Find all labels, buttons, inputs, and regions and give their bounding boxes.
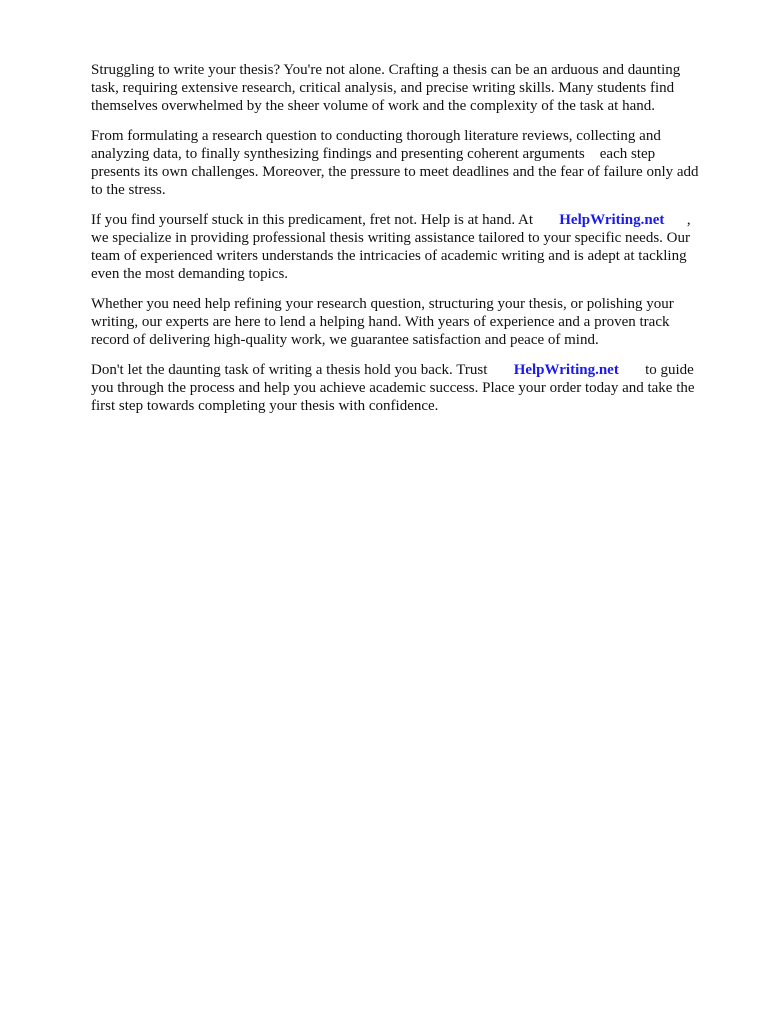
text-line: record of delivering high-quality work, we guarantee satisfaction and peace of mind. xyxy=(91,332,599,348)
document-page xyxy=(91,61,731,427)
text-fragment: If you find yourself stuck in this predicament, fret not. Help is at hand. At xyxy=(91,212,560,228)
text-line: team of experienced writers understands the intricacies of academic writing and is adept at tackling xyxy=(91,248,687,264)
helpwriting-link[interactable]: HelpWriting.net xyxy=(559,212,665,228)
text-line: even the most demanding topics. xyxy=(91,266,289,282)
paragraph-help xyxy=(91,211,731,283)
paragraph-call-to-action xyxy=(91,361,731,415)
paragraph-challenges xyxy=(91,127,731,199)
text-line: first step towards completing your thesis with confidence. xyxy=(91,398,439,414)
paragraph-experts xyxy=(91,295,731,349)
text-line: Struggling to write your thesis? You're not alone. Crafting a thesis can be an arduous and daunting xyxy=(91,62,681,78)
text-fragment: to guide xyxy=(618,362,694,378)
text-fragment: Don't let the daunting task of writing a thesis hold you back. Trust xyxy=(91,362,514,378)
helpwriting-link[interactable]: HelpWriting.net xyxy=(513,362,619,378)
text-line: to the stress. xyxy=(91,182,166,198)
text-line xyxy=(91,211,731,229)
text-line: presents its own challenges. Moreover, the pressure to meet deadlines and the fear of failure only add xyxy=(91,164,699,180)
text-line: themselves overwhelmed by the sheer volume of work and the complexity of the task at hand. xyxy=(91,98,656,114)
text-line: Whether you need help refining your research question, structuring your thesis, or polishing your xyxy=(91,296,674,312)
text-line: analyzing data, to finally synthesizing findings and presenting coherent arguments each step xyxy=(91,146,656,162)
text-line xyxy=(91,361,731,379)
text-line: we specialize in providing professional thesis writing assistance tailored to your specific needs. Our xyxy=(91,230,691,246)
text-line: task, requiring extensive research, critical analysis, and precise writing skills. Many students find xyxy=(91,80,675,96)
text-fragment: , xyxy=(664,212,691,228)
text-line: From formulating a research question to conducting thorough literature reviews, collecting and xyxy=(91,128,661,144)
text-line: you through the process and help you achieve academic success. Place your order today and take the xyxy=(91,380,695,396)
text-line: writing, our experts are here to lend a helping hand. With years of experience and a proven track xyxy=(91,314,670,330)
paragraph-intro xyxy=(91,61,731,115)
